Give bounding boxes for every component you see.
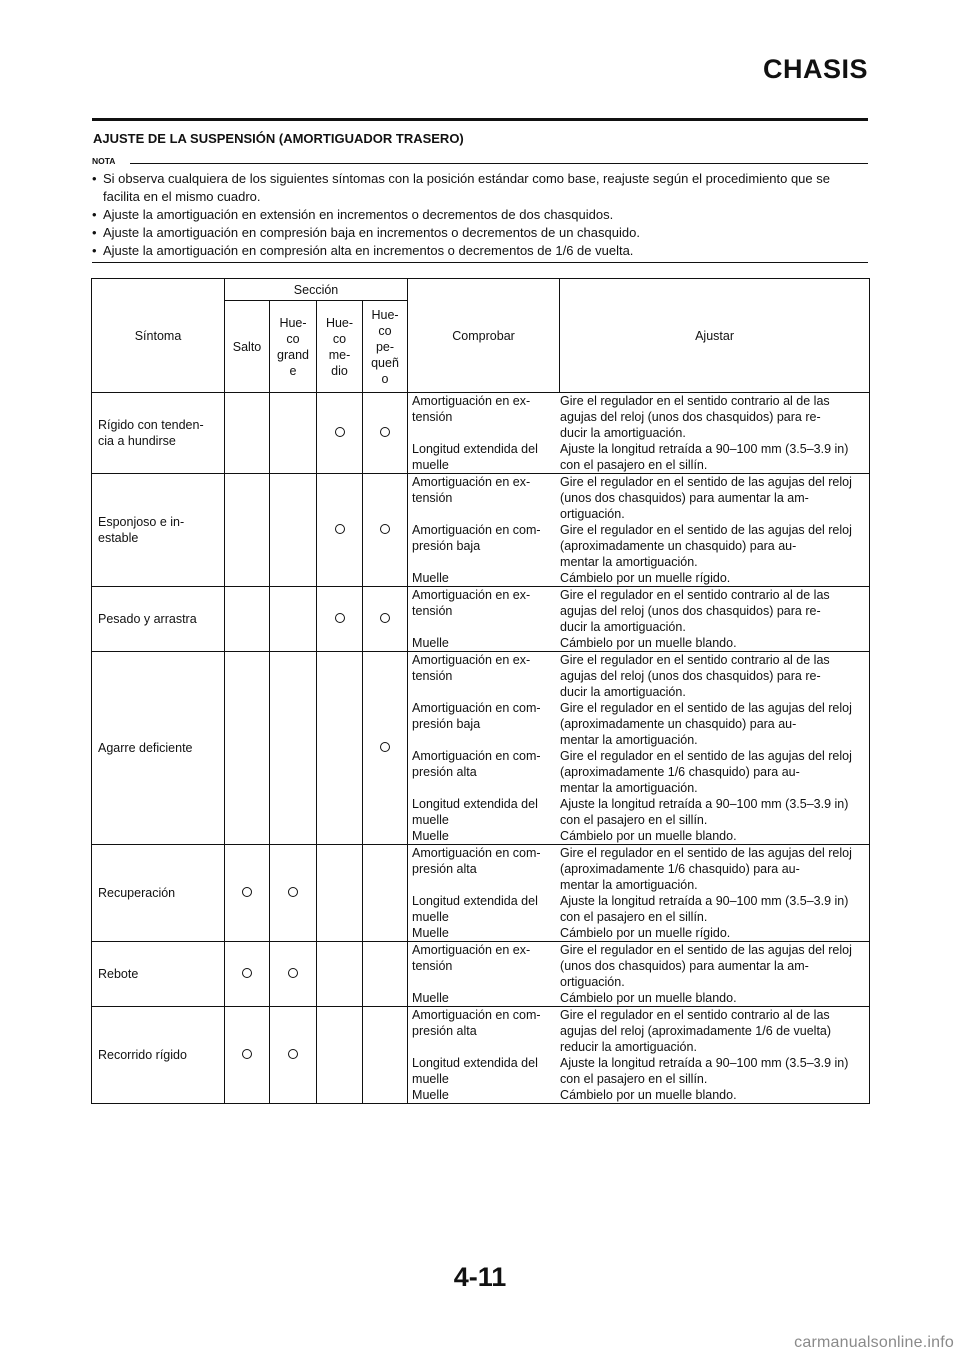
- section-title: AJUSTE DE LA SUSPENSIÓN (AMORTIGUADOR TRASERO): [93, 131, 464, 146]
- table-row: [92, 652, 870, 845]
- check-adjust-cell: [408, 942, 870, 1007]
- circle-mark-icon: [242, 1049, 252, 1059]
- circle-mark-icon: [288, 968, 298, 978]
- table-row: [92, 942, 870, 1007]
- check-text: Amortiguación en com- presión baja: [412, 701, 541, 731]
- check-adjust-cell: [408, 845, 870, 942]
- nota-item: • Ajuste la amortiguación en compresión alta en incrementos o decrementos de 1/6 de vuelta.: [92, 242, 868, 260]
- check-adjust-list: [408, 393, 869, 473]
- nota-bottom-divider: [92, 262, 868, 263]
- check-text: Amortiguación en ex- tensión: [412, 475, 531, 505]
- circle-mark-icon: [335, 427, 345, 437]
- mark-cell: [270, 587, 317, 652]
- header-hueco-medio: Hue- co me- dio: [317, 301, 363, 393]
- check-text: Amortiguación en ex- tensión: [412, 588, 531, 618]
- check-text: Muelle: [412, 636, 449, 650]
- symptom-cell: Pesado y arrastra: [92, 587, 225, 652]
- circle-mark-icon: [380, 613, 390, 623]
- table-row: [92, 474, 870, 587]
- mark-cell: [225, 587, 270, 652]
- adjust-text: Ajuste la longitud retraída a 90–100 mm (3.5–3.9 in) con el pasajero en el sillín.: [560, 894, 849, 924]
- check-adjust-item: [408, 587, 869, 635]
- mark-cell: [225, 1007, 270, 1104]
- mark-cell: [270, 474, 317, 587]
- nota-list: [92, 170, 868, 260]
- check-text: Muelle: [412, 991, 449, 1005]
- nota-item: • Ajuste la amortiguación en extensión en incrementos o decrementos de dos chasquidos.: [92, 206, 868, 224]
- check-text: Amortiguación en ex- tensión: [412, 394, 531, 424]
- table-row: [92, 393, 870, 474]
- check-adjust-item: [408, 570, 869, 586]
- check-adjust-item: [408, 925, 869, 941]
- check-adjust-list: [408, 474, 869, 586]
- nota-item: • Ajuste la amortiguación en compresión baja en incrementos o decrementos de un chasquido.: [92, 224, 868, 242]
- adjust-text: Gire el regulador en el sentido de las agujas del reloj (aproximadamente un chasquido) para au- mentar la amortiguación.: [560, 701, 852, 747]
- mark-cell: [363, 1007, 408, 1104]
- table-row: [92, 845, 870, 942]
- mark-cell: [317, 845, 363, 942]
- circle-mark-icon: [242, 968, 252, 978]
- adjust-text: Gire el regulador en el sentido de las agujas del reloj (aproximadamente 1/6 chasquido) para au- mentar la amortiguación.: [560, 846, 852, 892]
- circle-mark-icon: [380, 524, 390, 534]
- adjust-text: Gire el regulador en el sentido de las agujas del reloj (unos dos chasquidos) para aumentar la am- ortiguación.: [560, 943, 852, 989]
- circle-mark-icon: [380, 742, 390, 752]
- symptom-cell: Rebote: [92, 942, 225, 1007]
- symptom-cell: Agarre deficiente: [92, 652, 225, 845]
- header-divider: [92, 118, 868, 121]
- adjust-text: Gire el regulador en el sentido contrario al de las agujas del reloj (unos dos chasquidos) para re- ducir la amortiguación.: [560, 394, 830, 440]
- check-text: Muelle: [412, 1088, 449, 1102]
- symptom-cell: Rígido con tenden- cia a hundirse: [92, 393, 225, 474]
- check-adjust-cell: [408, 393, 870, 474]
- check-text: Longitud extendida del muelle: [412, 442, 538, 472]
- page-number: 4-11: [453, 1262, 507, 1292]
- mark-cell: [317, 587, 363, 652]
- check-adjust-item: [408, 474, 869, 522]
- check-adjust-item: [408, 845, 869, 893]
- adjust-text: Gire el regulador en el sentido de las agujas del reloj (aproximadamente 1/6 chasquido) para au- mentar la amortiguación.: [560, 749, 852, 795]
- adjust-text: Gire el regulador en el sentido contrario al de las agujas del reloj (unos dos chasquidos) para re- ducir la amortiguación.: [560, 588, 830, 634]
- check-adjust-item: [408, 748, 869, 796]
- check-adjust-item: [408, 1007, 869, 1055]
- check-text: Amortiguación en com- presión alta: [412, 846, 541, 876]
- check-adjust-item: [408, 700, 869, 748]
- adjust-text: Cámbielo por un muelle blando.: [560, 1088, 737, 1102]
- mark-cell: [317, 393, 363, 474]
- adjust-text: Gire el regulador en el sentido de las agujas del reloj (aproximadamente un chasquido) para au- mentar la amortiguación.: [560, 523, 852, 569]
- check-adjust-item: [408, 441, 869, 473]
- check-adjust-item: [408, 652, 869, 700]
- mark-cell: [225, 845, 270, 942]
- check-adjust-list: [408, 587, 869, 651]
- check-text: Longitud extendida del muelle: [412, 894, 538, 924]
- mark-cell: [363, 474, 408, 587]
- watermark-text: carmanualsonline.info: [794, 1334, 954, 1351]
- mark-cell: [270, 652, 317, 845]
- check-text: Longitud extendida del muelle: [412, 1056, 538, 1086]
- symptom-cell: Recorrido rígido: [92, 1007, 225, 1104]
- mark-cell: [270, 942, 317, 1007]
- header-hueco-pequeno: Hue- co pe- queñ o: [363, 301, 408, 393]
- header-adjust: Ajustar: [560, 279, 870, 393]
- mark-cell: [317, 1007, 363, 1104]
- check-adjust-list: [408, 652, 869, 844]
- check-adjust-item: [408, 635, 869, 651]
- mark-cell: [317, 474, 363, 587]
- mark-cell: [225, 474, 270, 587]
- nota-label: NOTA: [92, 156, 116, 166]
- mark-cell: [363, 845, 408, 942]
- adjust-text: Cámbielo por un muelle blando.: [560, 991, 737, 1005]
- adjust-text: Ajuste la longitud retraída a 90–100 mm (3.5–3.9 in) con el pasajero en el sillín.: [560, 797, 849, 827]
- header-section: Sección: [225, 279, 408, 301]
- check-text: Amortiguación en ex- tensión: [412, 943, 531, 973]
- check-text: Amortiguación en com- presión baja: [412, 523, 541, 553]
- adjust-text: Cámbielo por un muelle rígido.: [560, 926, 731, 940]
- check-adjust-list: [408, 845, 869, 941]
- adjust-text: Gire el regulador en el sentido contrario al de las agujas del reloj (aproximadamente 1/6 de vuelta) reducir la amortiguación.: [560, 1008, 832, 1054]
- check-adjust-cell: [408, 474, 870, 587]
- mark-cell: [270, 845, 317, 942]
- nota-item: • Si observa cualquiera de los siguientes síntomas con la posición estándar como base, reajuste según el procedimiento que se facilita en el mismo cuadro.: [92, 170, 868, 206]
- check-text: Longitud extendida del muelle: [412, 797, 538, 827]
- check-adjust-item: [408, 893, 869, 925]
- check-text: Amortiguación en ex- tensión: [412, 653, 531, 683]
- circle-mark-icon: [288, 887, 298, 897]
- table-row: [92, 1007, 870, 1104]
- check-text: Muelle: [412, 571, 449, 585]
- header-symptom: Síntoma: [92, 279, 225, 393]
- circle-mark-icon: [335, 613, 345, 623]
- mark-cell: [225, 942, 270, 1007]
- adjust-text: Cámbielo por un muelle blando.: [560, 829, 737, 843]
- header-check: Comprobar: [408, 279, 560, 393]
- check-text: Amortiguación en com- presión alta: [412, 1008, 541, 1038]
- nota-divider: [130, 163, 868, 164]
- check-adjust-item: [408, 1055, 869, 1087]
- check-adjust-item: [408, 990, 869, 1006]
- check-adjust-cell: [408, 1007, 870, 1104]
- check-text: Amortiguación en com- presión alta: [412, 749, 541, 779]
- adjust-text: Cámbielo por un muelle blando.: [560, 636, 737, 650]
- mark-cell: [225, 652, 270, 845]
- mark-cell: [363, 587, 408, 652]
- mark-cell: [270, 393, 317, 474]
- adjust-text: Gire el regulador en el sentido de las agujas del reloj (unos dos chasquidos) para aumentar la am- ortiguación.: [560, 475, 852, 521]
- symptom-cell: Esponjoso e in- estable: [92, 474, 225, 587]
- header-hueco-grande: Hue- co grand e: [270, 301, 317, 393]
- circle-mark-icon: [335, 524, 345, 534]
- mark-cell: [363, 652, 408, 845]
- suspension-table: [91, 278, 870, 1104]
- adjust-text: Gire el regulador en el sentido contrario al de las agujas del reloj (unos dos chasquidos) para re- ducir la amortiguación.: [560, 653, 830, 699]
- check-adjust-list: [408, 942, 869, 1006]
- mark-cell: [363, 393, 408, 474]
- check-adjust-item: [408, 1087, 869, 1103]
- header-salto: Salto: [225, 301, 270, 393]
- circle-mark-icon: [242, 887, 252, 897]
- circle-mark-icon: [288, 1049, 298, 1059]
- check-adjust-cell: [408, 652, 870, 845]
- check-adjust-item: [408, 796, 869, 828]
- check-adjust-item: [408, 828, 869, 844]
- check-adjust-item: [408, 393, 869, 441]
- table-body: [92, 393, 870, 1104]
- symptom-cell: Recuperación: [92, 845, 225, 942]
- circle-mark-icon: [380, 427, 390, 437]
- check-adjust-item: [408, 522, 869, 570]
- mark-cell: [270, 1007, 317, 1104]
- mark-cell: [363, 942, 408, 1007]
- check-adjust-item: [408, 942, 869, 990]
- page-header-title: CHASIS: [762, 54, 868, 84]
- table-row: [92, 587, 870, 652]
- mark-cell: [317, 652, 363, 845]
- adjust-text: Cámbielo por un muelle rígido.: [560, 571, 731, 585]
- mark-cell: [225, 393, 270, 474]
- adjust-text: Ajuste la longitud retraída a 90–100 mm (3.5–3.9 in) con el pasajero en el sillín.: [560, 442, 849, 472]
- mark-cell: [317, 942, 363, 1007]
- check-adjust-cell: [408, 587, 870, 652]
- check-text: Muelle: [412, 926, 449, 940]
- check-text: Muelle: [412, 829, 449, 843]
- adjust-text: Ajuste la longitud retraída a 90–100 mm (3.5–3.9 in) con el pasajero en el sillín.: [560, 1056, 849, 1086]
- check-adjust-list: [408, 1007, 869, 1103]
